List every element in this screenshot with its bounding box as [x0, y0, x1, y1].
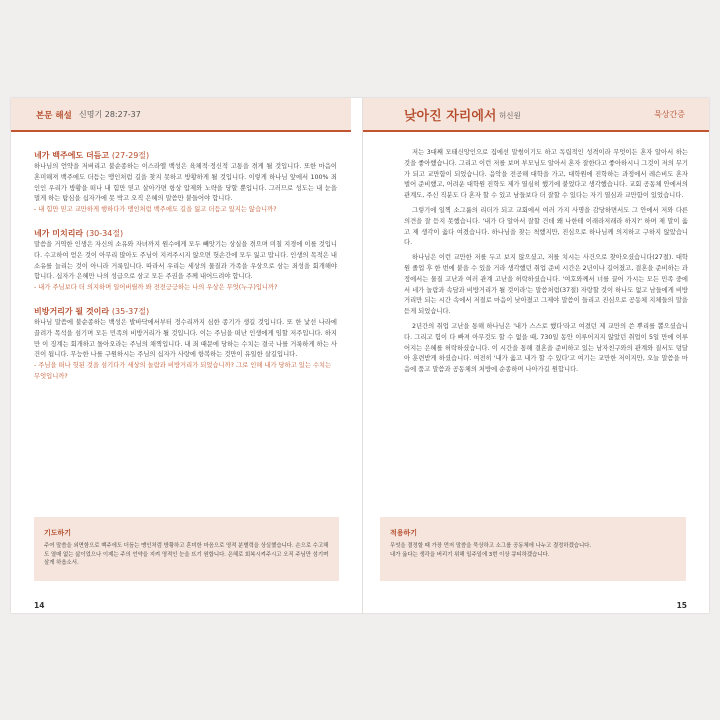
testimony-paragraph: 저는 3대째 모태신앙인으로 집에선 말썽이기도 하고 독립적인 성격이라 무엇이든 혼자 알아서 하는 것을 좋아했습니다. 그리고 이런 저를 보며 부모님도 알아서 혼자 잘한다고 좋아하시니 그것이 저의 무기가 되고 교만함이 되었습니다. 음악을 전공해 대학을 가고, 대학원에 진학하는 과정에서 레슨비도 혼자 벌어 준비했고, 어려운 대학원 진학도 제가 열심히 했기에 붙었다고 생각했습니다. 교회 공동체 안에서의 관계도, 주신 직분도 다 혼자 할 수 있고 남들보다 더 잘할 수 있다는 자기 열심과 교만함이 있었습니다.	[404, 149, 688, 200]
right-page	[363, 98, 709, 613]
section-heading	[34, 228, 337, 239]
testimony-paragraph: 2년간의 취업 고난을 통해 하나님은 '내가 스스로 했다'라고 여겼던 제 교만의 쓴 뿌리를 뽑으셨습니다. 그리고 힘이 다 빠져 아무것도 할 수 없을 때, 730일 동안 이루어지지 않았던 취업이 5일 만에 이루어지는 은혜를 허락하셨습니다. 이 시간을 통해 결혼을 준비하고 있는 남자친구와의 관계와 질서도 덩달아 훈련받게 하셨습니다. 여전히 '내가 옳고 내가 할 수 있다'고 여기는 교만한 저이지만, 오늘 말씀을 마음에 품고 말씀과 공동체의 처방에 순종하며 나아가길 원합니다.	[404, 322, 688, 374]
testimony-body	[404, 148, 688, 380]
left-page-header	[11, 98, 351, 132]
prayer-box	[34, 517, 339, 581]
section-body: 하나님의 언약을 저버리고 불순종하는 이스라엘 백성은 육체적·정신적 고통을 겪게 될 것입니다. 또한 마음이 혼미해져 백주에도 더듬는 맹인처럼 길을 찾지 못하고 방황하게 될 것입니다. 이렇게 하나님 앞에서 100% 죄인인 우리가 방황을 떠나 내 힘만 믿고 살아가면 항상 압제와 노략을 당할 뿐입니다. 그러므로 성도는 내 눈을 멀게 하는 탐심을 십자가에 못 박고 오직 은혜의 말씀만 붙들어야 합니다.	[34, 163, 337, 203]
commentary-sections	[34, 150, 337, 395]
section-heading-text: 네가 미치리라	[34, 228, 84, 238]
verse-range: (30-34절)	[85, 228, 124, 238]
testimony-title: 낮아진 자리에서	[404, 109, 497, 124]
apply-box-title: 적용하기	[390, 529, 418, 537]
prayer-box-title: 기도하기	[44, 529, 72, 537]
series-label: 묵상간증	[654, 110, 685, 119]
reflection-question: - 내가 주님보다 더 의지하며 일어버릴까 봐 전전긍긍하는 나의 우상은 무엇(누구)입니까?	[34, 284, 278, 292]
section-heading	[34, 150, 337, 161]
section-body: 하나님 말씀에 불순종하는 백성은 발바닥에서부터 정수리까지 심한 종기가 생길 것입니다. 또 한 낯선 나라에 끌려가 목석을 섬기며 모든 민족의 비방거리가 될 것입니다. 이는 주님을 떠난 인생에게 임할 저주입니다. 하지만 이 징계는 회개하고 돌아오라는 주님의 채찍입니다. 내 죄 때문에 당하는 수치는 결국 나를 거룩하게 하는 사건이 됩니다. 무능한 나를 구원하시는 주님의 십자가 사랑에 항복하는 것만이 유일한 살길입니다.	[34, 318, 337, 359]
section-heading	[34, 306, 337, 317]
right-page-header	[363, 98, 709, 132]
left-page	[11, 98, 363, 613]
section-body: 말씀을 거역한 인생은 자신의 소유와 자녀까지 원수에게 모두 빼앗기는 상실을 겪으며 미칠 지경에 이를 것입니다. 수고하여 얻은 것이 아무리 많아도 주님이 지켜주시지 않으면 헛손간에 모두 잃고 맙니다. 인생의 목적은 내 소유를 늘리는 것이 아니라 거룩입니다. 따라서 우리는 세상의 물질과 가족을 우상으로 삼는 죄성을 회개해야 합니다. 십자가 은혜만 나의 성급으로 삼고 모든 주권을 주께 내어드려야 합니다.	[34, 240, 337, 281]
apply-box-line: 내가 옳다는 생각을 버리기 위해 일주일에 3번 이상 큐티하겠습니다.	[390, 551, 550, 558]
apply-box-line: 무엇을 결정할 때 가장 먼저 말씀을 묵상하고 소그룹 공동체에 나누고 결정하겠습니다.	[390, 543, 592, 549]
page-number-right: 15	[676, 601, 687, 610]
verse-range: (27-29절)	[111, 151, 150, 160]
testimony-paragraph: 하나님은 이런 교만한 저를 두고 보지 않으셨고, 저를 치시는 사건으로 찾아오셨습니다(27절). 대학원 졸업 후 한 번에 붙을 수 있을 거라 생각했던 취업 준비 시간은 2년이나 길어졌고, 결혼을 준비하는 과정에서는 물질 고난과 여러 관계 고난을 허락하셨습니다. '여호와께서 너를 끌어 가시는 모든 민족 중에서 네가 놀람과 속담과 비방거리가 될 것이라'는 말씀처럼(37절) 자랑할 것이 하나도 없고 남들에게 비방거리만 되는 시간 속에서 저절로 마음이 낮아졌고 그제야 말씀이 들리고 진심으로 공동체 지체들의 말을 듣게 되었습니다.	[404, 254, 688, 316]
commentary-section	[34, 228, 337, 294]
section-label: 본문 해설	[36, 111, 72, 121]
book-spread	[11, 98, 709, 613]
reflection-question: - 내 힘만 믿고 교만하게 행하다가 맹인처럼 백주에도 길을 잃고 더듬고 있지는 않습니까?	[34, 206, 277, 214]
page-number-left: 14	[34, 601, 45, 610]
section-heading-text: 네가 백주에도 더듬고	[34, 151, 110, 160]
testimony-author: 허신원	[499, 111, 521, 120]
prayer-box-text: 주여 말씀을 외면함으로 백주에도 더듬는 맹인처럼 방황하고 혼미한 마음으로 영적 분별력을 상실했습니다. 손으로 수고해도 열매 없는 삶이었으나 이제는 주의 언약을 지켜 영적인 눈을 뜨기 원합니다. 은혜로 회복시켜주시고 오직 주님만 섬기며 살게 하옵소서.	[44, 543, 329, 566]
apply-box	[380, 517, 686, 581]
section-heading-text: 비방거리가 될 것이라	[34, 306, 110, 316]
scripture-reference: 신명기 28:27-37	[79, 110, 141, 119]
testimony-paragraph: 그렇기에 일찍 소그룹의 리더가 되고 교회에서 여러 가지 사명을 감당하면서도 그 안에서 저와 다른 의견을 잘 듣지 못했습니다. '내가 다 알아서 잘할 건데 왜 나한테 이래라저래라 하지?' 하며 제 말이 옳고 제 생각이 옳다 여겼습니다. 하나님을 찾는 척했지만, 진심으로 하나님께 의지하고 구하지 않았습니다.	[404, 206, 688, 247]
verse-range: (35-37절)	[111, 306, 150, 316]
reflection-question: - 주님을 떠나 헛된 것을 섬기다가 세상의 놀람과 비방거리가 되었습니까? 그로 인해 내가 당하고 있는 수치는 무엇입니까?	[34, 362, 332, 380]
commentary-section	[34, 306, 337, 383]
commentary-section	[34, 150, 337, 216]
